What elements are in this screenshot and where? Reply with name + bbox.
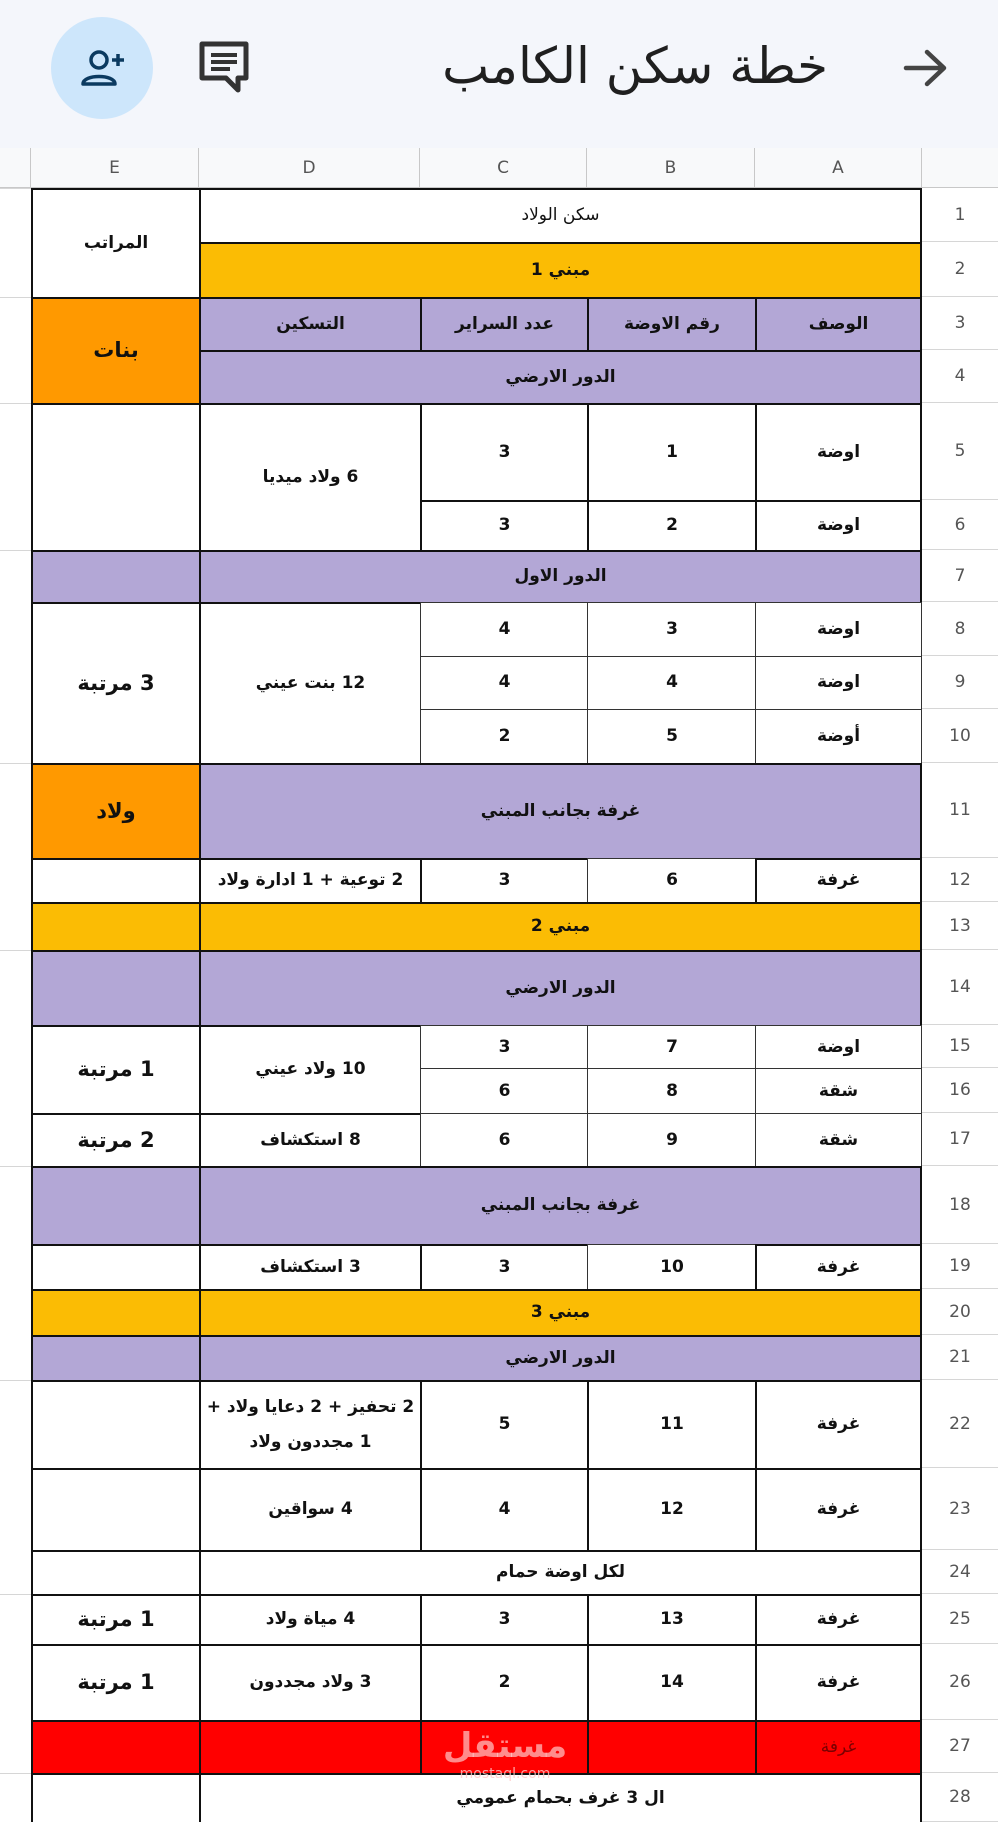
row-number[interactable]: 20 bbox=[922, 1289, 998, 1335]
cell-d22-line-1: 2 تحفيز + 2 دعايا ولاد + bbox=[206, 1396, 415, 1417]
cell-a12-description[interactable]: غرفة bbox=[755, 858, 922, 904]
row-number[interactable]: 27 bbox=[922, 1720, 998, 1773]
row-number[interactable]: 7 bbox=[922, 550, 998, 602]
cell-d26-housing[interactable]: 3 ولاد مجددون bbox=[199, 1644, 422, 1722]
cell-b19-room-number[interactable]: 10 bbox=[587, 1244, 757, 1291]
cell-d22-line-2: 1 مجددون ولاد bbox=[249, 1432, 372, 1452]
cell-b17-room-number[interactable]: 9 bbox=[587, 1113, 757, 1168]
cell-a7-first-floor[interactable]: الدور الاول bbox=[199, 550, 922, 604]
cell-d23-housing[interactable]: 4 سواقين bbox=[199, 1468, 422, 1552]
cell-b27-empty[interactable] bbox=[587, 1720, 757, 1775]
cell-b15-room-number[interactable]: 7 bbox=[587, 1025, 757, 1070]
cell-c17-beds[interactable]: 6 bbox=[420, 1113, 589, 1168]
cell-c16-beds[interactable]: 6 bbox=[420, 1068, 589, 1115]
cell-a28-note[interactable]: ال 3 غرف بحمام عمومي bbox=[199, 1773, 922, 1822]
row-number[interactable]: 1 bbox=[922, 188, 998, 242]
cell-a11-side-room[interactable]: غرفة بجانب المبني bbox=[199, 763, 922, 860]
cell-d8-housing[interactable]: 12 بنت عيني bbox=[199, 602, 422, 765]
cell-c19-beds[interactable]: 3 bbox=[420, 1244, 589, 1291]
comment-icon bbox=[197, 39, 251, 95]
cell-a26-description[interactable]: غرفة bbox=[755, 1644, 922, 1722]
cell-b6-room-number[interactable]: 2 bbox=[587, 500, 757, 552]
cell-a14-ground-floor[interactable]: الدور الارضي bbox=[199, 950, 922, 1027]
row-number[interactable]: 18 bbox=[922, 1166, 998, 1244]
row-number[interactable]: 19 bbox=[922, 1244, 998, 1289]
cell-a25-description[interactable]: غرفة bbox=[755, 1594, 922, 1646]
arrow-right-icon bbox=[903, 48, 949, 88]
cell-e22-empty[interactable] bbox=[31, 1380, 201, 1470]
row-number[interactable]: 23 bbox=[922, 1468, 998, 1550]
row-number[interactable]: 4 bbox=[922, 350, 998, 403]
cell-e8-ranks[interactable]: 3 مرتبة bbox=[31, 602, 201, 765]
cell-e18-empty[interactable] bbox=[31, 1166, 201, 1246]
watermark-subtext: mostaql.com bbox=[459, 1766, 551, 1782]
cell-d22-housing[interactable] bbox=[199, 1380, 422, 1470]
cell-a27-description[interactable]: غرفة bbox=[755, 1720, 922, 1775]
row-number[interactable]: 5 bbox=[922, 403, 998, 500]
cell-c10-beds[interactable]: 2 bbox=[420, 709, 589, 765]
row-number[interactable]: 8 bbox=[922, 602, 998, 656]
cell-a17-description[interactable]: شقة bbox=[755, 1113, 922, 1168]
cell-a10-description[interactable]: أوضة bbox=[755, 709, 922, 765]
cell-c5-beds[interactable]: 3 bbox=[420, 403, 589, 502]
cell-e1-ranks-header[interactable]: المراتب bbox=[31, 188, 201, 299]
cell-e12-empty[interactable] bbox=[31, 858, 201, 904]
row-number[interactable]: 21 bbox=[922, 1335, 998, 1380]
cell-c12-beds[interactable]: 3 bbox=[420, 858, 589, 904]
cell-e21-empty[interactable] bbox=[31, 1335, 201, 1382]
cell-a9-description[interactable]: اوضة bbox=[755, 656, 922, 710]
row-number[interactable]: 14 bbox=[922, 950, 998, 1025]
row-number[interactable]: 25 bbox=[922, 1594, 998, 1644]
column-header-d[interactable]: D bbox=[199, 148, 420, 188]
row-number[interactable]: 26 bbox=[922, 1644, 998, 1720]
cell-d19-housing[interactable]: 3 استكشاف bbox=[199, 1244, 422, 1291]
row-number[interactable]: 2 bbox=[922, 242, 998, 297]
cell-a6-description[interactable]: اوضة bbox=[755, 500, 922, 552]
cell-d5-housing[interactable]: 6 ولاد ميديا bbox=[199, 403, 422, 552]
back-button[interactable] bbox=[898, 40, 954, 96]
cell-e7-empty[interactable] bbox=[31, 550, 201, 604]
cell-d12-housing[interactable]: 2 توعية + 1 ادارة ولاد bbox=[199, 858, 422, 904]
cell-b25-room-number[interactable]: 13 bbox=[587, 1594, 757, 1646]
cell-e14-empty[interactable] bbox=[31, 950, 201, 1027]
row-number[interactable]: 22 bbox=[922, 1380, 998, 1468]
cell-c22-beds[interactable]: 5 bbox=[420, 1380, 589, 1470]
cell-c27-empty[interactable] bbox=[420, 1720, 589, 1775]
column-header-a[interactable]: A bbox=[755, 148, 922, 188]
cell-e3-girls[interactable]: بنات bbox=[31, 297, 201, 405]
cell-e25-ranks[interactable]: 1 مرتبة bbox=[31, 1594, 201, 1646]
cell-b10-room-number[interactable]: 5 bbox=[587, 709, 757, 765]
cell-e19-empty[interactable] bbox=[31, 1244, 201, 1291]
cell-e26-ranks[interactable]: 1 مرتبة bbox=[31, 1644, 201, 1722]
cell-d25-housing[interactable]: 4 مياة ولاد bbox=[199, 1594, 422, 1646]
cell-a22-description[interactable]: غرفة bbox=[755, 1380, 922, 1470]
cell-a15-description[interactable]: اوضة bbox=[755, 1025, 922, 1070]
cell-b22-room-number[interactable]: 11 bbox=[587, 1380, 757, 1470]
cell-d27-empty[interactable] bbox=[199, 1720, 422, 1775]
cell-b26-room-number[interactable]: 14 bbox=[587, 1644, 757, 1722]
person-add-icon bbox=[79, 48, 125, 88]
top-app-bar bbox=[0, 0, 998, 148]
select-all-corner[interactable] bbox=[922, 148, 998, 188]
cell-a23-description[interactable]: غرفة bbox=[755, 1468, 922, 1552]
cell-c25-beds[interactable]: 3 bbox=[420, 1594, 589, 1646]
cell-c3-beds-header[interactable]: عدد السراير bbox=[420, 297, 589, 352]
cell-a13-building-2[interactable]: مبني 2 bbox=[199, 902, 922, 952]
share-add-person-button[interactable] bbox=[51, 17, 153, 119]
column-header-b[interactable]: B bbox=[587, 148, 755, 188]
cell-d15-housing[interactable]: 10 ولاد عيني bbox=[199, 1025, 422, 1115]
row-number[interactable]: 10 bbox=[922, 709, 998, 763]
cell-a20-building-3[interactable]: مبني 3 bbox=[199, 1289, 922, 1337]
cell-e27-empty[interactable] bbox=[31, 1720, 201, 1775]
column-header-c[interactable]: C bbox=[420, 148, 587, 188]
cell-b16-room-number[interactable]: 8 bbox=[587, 1068, 757, 1115]
cell-e15-ranks[interactable]: 1 مرتبة bbox=[31, 1025, 201, 1115]
cell-a24-note[interactable]: لكل اوضة حمام bbox=[199, 1550, 922, 1596]
column-header-blank bbox=[0, 148, 31, 188]
row-number[interactable]: 6 bbox=[922, 500, 998, 550]
cell-a21-ground-floor[interactable]: الدور الارضي bbox=[199, 1335, 922, 1382]
cell-e20-empty[interactable] bbox=[31, 1289, 201, 1337]
cell-c9-beds[interactable]: 4 bbox=[420, 656, 589, 710]
cell-e11-boys[interactable]: ولاد bbox=[31, 763, 201, 860]
row-number[interactable]: 28 bbox=[922, 1773, 998, 1822]
cell-b23-room-number[interactable]: 12 bbox=[587, 1468, 757, 1552]
cell-a3-description-header[interactable]: الوصف bbox=[755, 297, 922, 352]
row-number[interactable]: 13 bbox=[922, 902, 998, 950]
cell-d3-housing-header[interactable]: التسكين bbox=[199, 297, 422, 352]
row-number[interactable]: 9 bbox=[922, 656, 998, 709]
row-number[interactable]: 15 bbox=[922, 1025, 998, 1068]
row-number[interactable]: 12 bbox=[922, 858, 998, 902]
row-number[interactable]: 17 bbox=[922, 1113, 998, 1166]
cell-b9-room-number[interactable]: 4 bbox=[587, 656, 757, 710]
column-header-e[interactable]: E bbox=[31, 148, 199, 188]
cell-c26-beds[interactable]: 2 bbox=[420, 1644, 589, 1722]
cell-d17-housing[interactable]: 8 استكشاف bbox=[199, 1113, 422, 1168]
cell-e13-empty[interactable] bbox=[31, 902, 201, 952]
cell-b5-room-number[interactable]: 1 bbox=[587, 403, 757, 502]
cell-e17-ranks[interactable]: 2 مرتبة bbox=[31, 1113, 201, 1168]
cell-e23-empty[interactable] bbox=[31, 1468, 201, 1552]
row-number[interactable]: 24 bbox=[922, 1550, 998, 1594]
cell-a18-side-room[interactable]: غرفة بجانب المبني bbox=[199, 1166, 922, 1246]
cell-a19-description[interactable]: غرفة bbox=[755, 1244, 922, 1291]
cell-e24-empty[interactable] bbox=[31, 1550, 201, 1596]
cell-a1-title[interactable]: سكن الولاد bbox=[199, 188, 922, 244]
cell-b8-room-number[interactable]: 3 bbox=[587, 602, 757, 657]
row-number[interactable]: 11 bbox=[922, 763, 998, 858]
cell-e28-empty[interactable] bbox=[31, 1773, 201, 1822]
cell-a4-ground-floor[interactable]: الدور الارضي bbox=[199, 350, 922, 405]
watermark-text: مستقل bbox=[442, 1726, 568, 1766]
cell-a2-building-1[interactable]: مبني 1 bbox=[199, 242, 922, 299]
cell-c8-beds[interactable]: 4 bbox=[420, 602, 589, 657]
cell-c6-beds[interactable]: 3 bbox=[420, 500, 589, 552]
document-title[interactable]: خطة سكن الكامب bbox=[442, 37, 828, 95]
cell-e5-empty[interactable] bbox=[31, 403, 201, 552]
cell-a5-description[interactable]: اوضة bbox=[755, 403, 922, 502]
comments-button[interactable] bbox=[194, 36, 254, 98]
cell-b3-room-number-header[interactable]: رقم الاوضة bbox=[587, 297, 757, 352]
cell-a16-description[interactable]: شقة bbox=[755, 1068, 922, 1115]
cell-a8-description[interactable]: اوضة bbox=[755, 602, 922, 657]
row-number[interactable]: 16 bbox=[922, 1068, 998, 1113]
cell-c15-beds[interactable]: 3 bbox=[420, 1025, 589, 1070]
cell-c23-beds[interactable]: 4 bbox=[420, 1468, 589, 1552]
cell-b12-room-number[interactable]: 6 bbox=[587, 858, 757, 904]
row-number[interactable]: 3 bbox=[922, 297, 998, 350]
